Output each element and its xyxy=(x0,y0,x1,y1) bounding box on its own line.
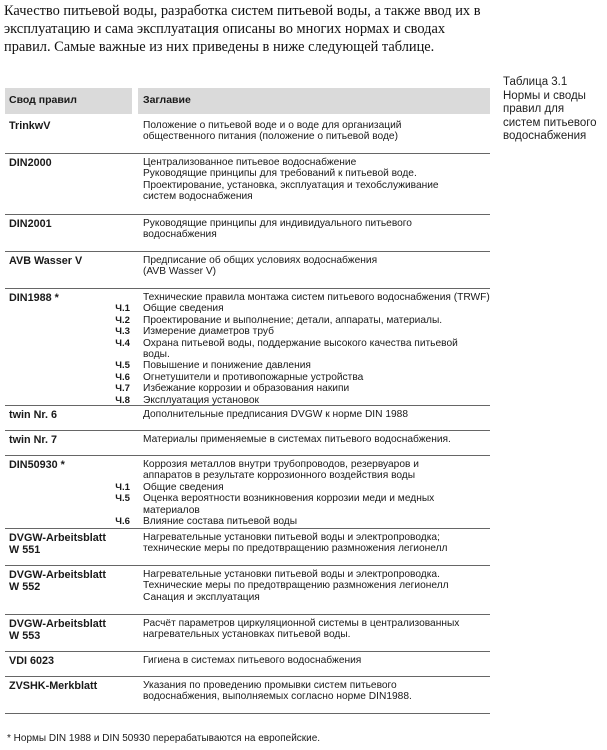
row-title-line: Повышение и понижение давления xyxy=(143,360,311,372)
row-code-line: DVGW-Arbeitsblatt xyxy=(9,532,106,544)
part-number: Ч.4 xyxy=(115,337,130,349)
row-code-cell xyxy=(5,117,132,153)
footnote: * Нормы DIN 1988 и DIN 50930 перерабатываются на европейские. xyxy=(7,733,321,744)
row-title-cell xyxy=(138,677,490,713)
table-caption xyxy=(503,76,603,144)
row-title-cell xyxy=(138,154,490,214)
row-title-line: Дополнительные предписания DVGW к норме DIN 1988 xyxy=(143,409,408,420)
row-title-line: технические меры по предотвращению размножения легионелл xyxy=(143,543,448,555)
row-title-line: общественного питания (положение о питьевой воде) xyxy=(143,131,398,143)
row-title-line: Нагревательные установки питьевой воды и электропроводка. xyxy=(143,569,440,580)
part-number: Ч.3 xyxy=(115,326,130,338)
row-code-cell xyxy=(5,154,132,214)
row-title-line: Избежание коррозии и образования накипи xyxy=(143,383,350,395)
row-title-line: Руководящие принципы для индивидуального питьевого xyxy=(143,218,412,229)
row-code xyxy=(9,532,132,556)
table-row xyxy=(5,456,490,529)
row-title-line: материалов xyxy=(143,504,200,516)
row-title-cell xyxy=(138,252,490,288)
row-title-line: Руководящие принципы для требований к питьевой воде. xyxy=(143,168,417,180)
row-code-cell xyxy=(5,431,132,455)
table-row xyxy=(5,289,490,406)
table-row xyxy=(5,431,490,456)
row-parts xyxy=(115,459,130,527)
part-number xyxy=(115,470,130,481)
row-code-cell xyxy=(5,252,132,288)
row-title-line: Проектирование и выполнение; детали, аппараты, материалы. xyxy=(143,314,443,326)
row-title-cell xyxy=(138,566,490,614)
row-title-cell xyxy=(138,456,490,528)
row-title-line: Предписание об общих условиях водоснабжения xyxy=(143,255,378,266)
part-number: Ч.6 xyxy=(115,371,130,383)
row-code-cell xyxy=(5,529,132,565)
row-title-line: Технические правила монтажа систем питьевого водоснабжения (TRWF) xyxy=(143,292,490,303)
header-title: Заглавие xyxy=(138,88,490,114)
row-code: DIN2001 xyxy=(9,218,52,230)
row-code-line: DVGW-Arbeitsblatt xyxy=(9,618,106,630)
row-code-cell xyxy=(5,289,132,405)
row-title-line: нагревательных установках питьевой воды. xyxy=(143,629,351,641)
part-number xyxy=(115,349,130,360)
row-code: DIN1988 * xyxy=(9,292,59,304)
row-title-line: Охрана питьевой воды, поддержание высокого качества питьевой xyxy=(143,337,458,349)
row-title-line: Эксплуатация установок xyxy=(143,394,259,406)
table-row xyxy=(5,252,490,289)
row-title-line: Проектирование, установка, эксплуатация и техобслуживание xyxy=(143,179,439,191)
row-code-cell xyxy=(5,566,132,614)
part-number: Ч.1 xyxy=(115,481,130,493)
row-title-line: (AVB Wasser V) xyxy=(143,266,217,278)
row-code-cell xyxy=(5,615,132,651)
row-code-cell xyxy=(5,677,132,713)
table-row xyxy=(5,677,490,714)
row-title-cell xyxy=(138,652,490,676)
table-row xyxy=(5,215,490,252)
row-title-line: водоснабжения xyxy=(143,229,217,241)
row-title-line: аппаратов в результате коррозионного воздействия воды xyxy=(143,470,416,482)
row-title-line: водоснабжения, выполняемых согласно норме DIN1988. xyxy=(143,691,412,703)
row-title-line: Гигиена в системах питьевого водоснабжения xyxy=(143,655,362,666)
row-code: AVB Wasser V xyxy=(9,255,83,267)
part-number: Ч.1 xyxy=(115,303,130,315)
part-number: Ч.5 xyxy=(115,360,130,372)
row-title-cell xyxy=(138,117,490,153)
standards-table xyxy=(5,88,490,714)
row-code-cell xyxy=(5,456,132,528)
table-row xyxy=(5,652,490,677)
row-code-line: DVGW-Arbeitsblatt xyxy=(9,569,106,581)
row-code xyxy=(9,569,132,593)
header-code: Свод правил xyxy=(5,88,132,114)
table-row xyxy=(5,154,490,215)
row-title-cell xyxy=(138,289,490,405)
row-code: DIN50930 * xyxy=(9,459,65,471)
part-number: Ч.5 xyxy=(115,493,130,505)
row-title-line: Материалы применяемые в системах питьевого водоснабжения. xyxy=(143,434,451,445)
row-title-line: воды. xyxy=(143,349,170,361)
table-row xyxy=(5,117,490,154)
row-code-line: W 553 xyxy=(9,630,41,642)
intro-paragraph: Качество питьевой воды, разработка систем питьевой воды, а также ввод их в эксплуатацию и сама эксплуатация описаны во многих нормах и сводах правил. Самые важные из них приведены в ниже следующей таблице. xyxy=(4,3,481,55)
row-title-line: Нагревательные установки питьевой воды и электропроводка; xyxy=(143,532,440,543)
row-code: twin Nr. 6 xyxy=(9,409,57,421)
row-title-line: Общие сведения xyxy=(143,303,224,315)
row-code: twin Nr. 7 xyxy=(9,434,57,446)
row-title-line: систем водоснабжения xyxy=(143,191,253,203)
row-code: VDI 6023 xyxy=(9,655,55,667)
row-code-cell xyxy=(5,652,132,676)
part-number: Ч.8 xyxy=(115,394,130,406)
row-title-line: Огнетушители и противопожарные устройства xyxy=(143,371,364,383)
row-code-cell xyxy=(5,406,132,430)
part-number: Ч.6 xyxy=(115,516,130,528)
row-title-line: Оценка вероятности возникновения коррозии меди и медных xyxy=(143,493,435,505)
row-code: ZVSHK-Merkblatt xyxy=(9,680,98,692)
row-code-cell xyxy=(5,215,132,251)
part-number: Ч.2 xyxy=(115,314,130,326)
row-title-line: Указания по проведению промывки систем питьевого xyxy=(143,680,397,691)
row-title-cell xyxy=(138,615,490,651)
row-title-line: Измерение диаметров труб xyxy=(143,326,274,338)
row-title-cell xyxy=(138,431,490,455)
row-code xyxy=(9,618,132,642)
row-code: DIN2000 xyxy=(9,157,52,169)
row-parts xyxy=(115,292,130,406)
row-code-line: W 551 xyxy=(9,544,41,556)
row-title-line: Общие сведения xyxy=(143,481,224,493)
caption-text: Нормы и своды правил для систем питьевого водоснабжения xyxy=(503,89,597,143)
row-title-cell xyxy=(138,215,490,251)
part-number xyxy=(115,459,130,470)
part-number: Ч.7 xyxy=(115,383,130,395)
part-number xyxy=(115,505,130,516)
row-title-line: Централизованное питьевое водоснабжение xyxy=(143,157,357,168)
table-row xyxy=(5,529,490,566)
row-title-line: Влияние состава питьевой воды xyxy=(143,516,298,528)
row-title-line: Расчёт параметров циркуляционной системы в централизованных xyxy=(143,618,460,629)
row-code-line: W 552 xyxy=(9,581,41,593)
row-code: TrinkwV xyxy=(9,120,51,132)
part-number xyxy=(115,292,130,303)
table-row xyxy=(5,615,490,652)
row-title-line: Технические меры по предотвращению размножения легионелл xyxy=(143,580,449,592)
row-title-cell xyxy=(138,529,490,565)
table-row xyxy=(5,406,490,431)
row-title-line: Положение о питьевой воде и о воде для организаций xyxy=(143,120,402,131)
table-body xyxy=(5,117,490,714)
caption-title: Таблица 3.1 xyxy=(503,76,568,88)
table-row xyxy=(5,566,490,615)
table-header xyxy=(5,88,490,114)
row-title-line: Санация и эксплуатация xyxy=(143,591,260,603)
row-title-line: Коррозия металлов внутри трубопроводов, резервуаров и xyxy=(143,459,419,470)
row-title-cell xyxy=(138,406,490,430)
